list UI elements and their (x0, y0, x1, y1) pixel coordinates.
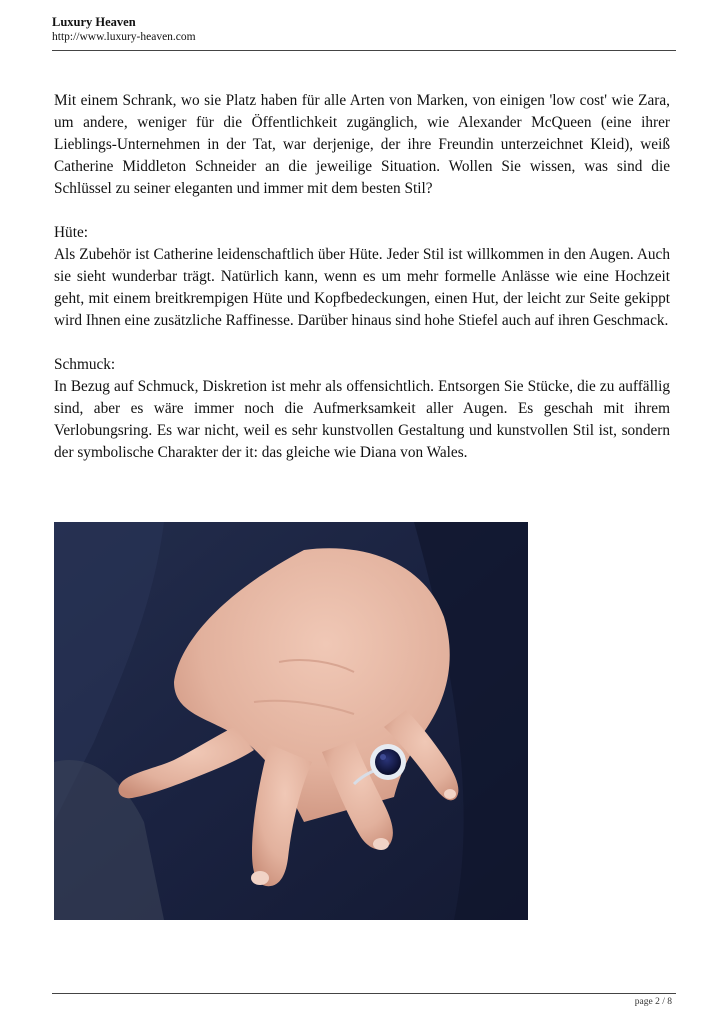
site-url[interactable]: http://www.luxury-heaven.com (52, 31, 196, 43)
site-title: Luxury Heaven (52, 15, 136, 29)
article-body (54, 90, 670, 464)
footer-divider (52, 993, 676, 994)
hand-with-sapphire-ring-photo (54, 522, 528, 920)
jewelry-section (54, 354, 670, 464)
page-number: page 2 / 8 (634, 997, 672, 1007)
page-header (52, 14, 676, 45)
hats-text: Als Zubehör ist Catherine leidenschaftlich über Hüte. Jeder Stil ist willkommen in den Augen. Auch sie sieht wunderbar trägt. Natürlich kann, wenn es um mehr formelle Anlässe wie eine Hochzeit geht, mit einem breitkrempigen Hüte und Kopfbedeckungen, einen Hut, der leicht zur Seite gekippt wird Ihnen eine zusätzliche Raffinesse. Darüber hinaus sind hohe Stiefel auch auf ihren Geschmack. (54, 246, 670, 329)
hats-heading: Hüte: (54, 224, 88, 241)
header-divider (52, 50, 676, 51)
intro-paragraph: Mit einem Schrank, wo sie Platz haben für alle Arten von Marken, von einigen 'low cost' wie Zara, um andere, weniger für die Öffentlichkeit zugänglich, wie Alexander McQueen (eine ihrer Lieblings-Unternehmen in der Tat, war derjenige, der ihre Freundin unterzeichnet Kleid), weiß Catherine Middleton Schneider an die jeweilige Situation. Wollen Sie wissen, was sind die Schlüssel zu seiner eleganten und immer mit dem besten Stil? (54, 92, 670, 197)
engagement-ring-photo (54, 522, 528, 920)
jewelry-text: In Bezug auf Schmuck, Diskretion ist mehr als offensichtlich. Entsorgen Sie Stücke, die zu auffällig sind, aber es wäre immer noch die Aufmerksamkeit aller Augen. Es geschah mit ihrem Verlobungsring. Es war nicht, weil es sehr kunstvollen Gestaltung und kunstvollen Stil ist, sondern der symbolische Charakter der it: das gleiche wie Diana von Wales. (54, 378, 670, 461)
hats-section (54, 222, 670, 332)
jewelry-heading: Schmuck: (54, 356, 116, 373)
